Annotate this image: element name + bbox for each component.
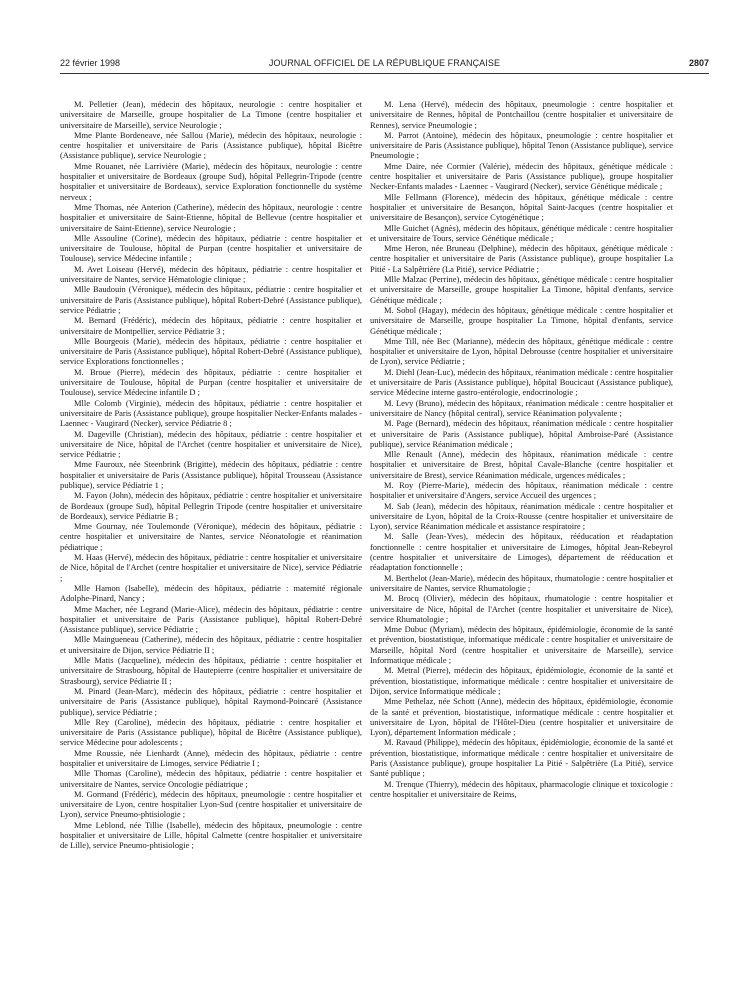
publication-date: 22 février 1998 — [60, 58, 121, 68]
appointment-entry: M. Trenque (Thierry), médecin des hôpitaux, pharmacologie clinique et toxicologie : centre hospitalier et universitaire de Reims, — [370, 778, 673, 799]
appointment-entry: M. Pelletier (Jean), médecin des hôpitaux, neurologie : centre hospitalier et universitaire de Marseille, groupe hospitalier de La Timone (centre hospitalier et universitaire de Marseille), service Neurologie ; — [60, 99, 362, 130]
appointment-entry: Mlle Guichet (Agnès), médecin des hôpitaux, génétique médicale : centre hospitalier et universitaire de Tours, service Génétique médicale ; — [370, 222, 673, 243]
appointment-entry: Mme Gournay, née Toulemonde (Véronique), médecin des hôpitaux, pédiatrie : centre hospitalier et universitaire de Nantes, service Néonatologie et réanimation pédiatrique ; — [60, 521, 362, 552]
appointment-entry: M. Salle (Jean-Yves), médecin des hôpitaux, rééducation et réadaptation fonctionnelle : centre hospitalier et universitaire de Limoges, hôpital Jean-Rebeyrol (centre hospitalier et universitaire de Limoges), département de rééducation et réadaptation fonctionnelle ; — [370, 531, 673, 573]
appointment-entry: Mlle Bourgeois (Marie), médecin des hôpitaux, pédiatrie : centre hospitalier et universitaire de Paris (Assistance publique), hôpital Robert-Debré (Assistance publique), service Explorations fonctionnelles ; — [60, 335, 362, 367]
appointment-entry: Mme Dubuc (Myriam), médecin des hôpitaux, épidémiologie, économie de la santé et prévention, biostatistique, informatique médicale : centre hospitalier et universitaire de Marseille, hôpital Nord (centre hospitalier et universitaire de Marseille), service Informatique médicale ; — [370, 624, 673, 666]
appointment-entry: Mlle Maingueneau (Catherine), médecin des hôpitaux, pédiatrie : centre hospitalier et universitaire de Dijon, service Pédiatrie II ; — [60, 634, 362, 655]
appointment-entry: Mlle Matis (Jacqueline), médecin des hôpitaux, pédiatrie : centre hospitalier et universitaire de Strasbourg, hôpital de Hautepierre (centre hospitalier et universitaire de Strasbourg), service Pédiatrie II ; — [60, 655, 362, 686]
appointment-entry: M. Metral (Pierre), médecin des hôpitaux, épidémiologie, économie de la santé et prévention, biostatistique, informatique médicale : centre hospitalier et universitaire de Dijon, service Informatique médicale ; — [370, 665, 673, 696]
appointment-entry: Mlle Colomb (Virginie), médecin des hôpitaux, pédiatrie : centre hospitalier et universitaire de Paris (Assistance publique), groupe hospitalier Necker-Enfants malades - Laennec - Vaugirard (Necker), service Pédiatrie 8 ; — [60, 397, 362, 429]
appointment-entry: Mlle Hamon (Isabelle), médecin des hôpitaux, pédiatrie : maternité régionale Adolphe-Pinard, Nancy ; — [60, 582, 362, 604]
appointment-entry: M. Levy (Bruno), médecin des hôpitaux, réanimation médicale : centre hospitalier et universitaire de Nancy (hôpital central), service Réanimation polyvalente ; — [370, 397, 673, 418]
appointment-entry: Mme Daire, née Cormier (Valérie), médecin des hôpitaux, génétique médicale : centre hospitalier et universitaire de Paris (Assistance publique), groupe hospitalier Necker-Enfants malades - Laennec - Vaugirard (Necker), service Génétique médicale ; — [370, 160, 673, 192]
appointment-entry: M. Diehl (Jean-Luc), médecin des hôpitaux, réanimation médicale : centre hospitalier et universitaire de Paris (Assistance publique), hôpital Boucicaut (Assistance publique), service Médecine interne gastro-entérologie, endocrinologie ; — [370, 366, 673, 398]
right-column — [370, 99, 673, 799]
page-number: 2807 — [688, 58, 709, 68]
appointment-entry: M. Dageville (Christian), médecin des hôpitaux, pédiatrie : centre hospitalier et universitaire de Nice, hôpital de l'Archet (centre hospitalier et universitaire de Nice), service Pédiatrie ; — [60, 428, 362, 460]
header-rule — [60, 73, 709, 74]
appointment-entry: M. Pinard (Jean-Marc), médecin des hôpitaux, pédiatrie : centre hospitalier et universitaire de Paris (Assistance publique), hôpital Raymond-Poincaré (Assistance publique), service Pédiatrie ; — [60, 685, 362, 717]
appointment-entry: Mlle Baudouin (Véronique), médecin des hôpitaux, pédiatrie : centre hospitalier et universitaire de Paris (Assistance publique), hôpital Robert-Debré (Assistance publique), service Pédiatrie ; — [60, 284, 362, 315]
appointment-entry: Mlle Fellmann (Florence), médecin des hôpitaux, génétique médicale : centre hospitalier et universitaire de Besançon, hôpital Saint-Jacques (centre hospitalier et universitaire de Besançon), service Cytogénétique ; — [370, 191, 673, 223]
appointment-entry: Mlle Malzac (Perrine), médecin des hôpitaux, génétique médicale : centre hospitalier et universitaire de Marseille, groupe hospitalier La Timone, hôpital d'enfants, service Génétique médicale ; — [370, 274, 673, 305]
appointment-entry: Mme Macher, née Legrand (Marie-Alice), médecin des hôpitaux, pédiatrie : centre hospitalier et universitaire de Paris (Assistance publique), hôpital Robert-Debré (Assistance publique), service Pédiatrie ; — [60, 603, 362, 635]
appointment-entry: Mme Leblond, née Tillie (Isabelle), médecin des hôpitaux, pneumologie : centre hospitalier et universitaire de Lille, hôpital Calmette (centre hospitalier et universitaire de Lille), service Pneumo-phtisiologie ; — [60, 819, 362, 851]
appointment-entry: M. Gormand (Frédéric), médecin des hôpitaux, pneumologie : centre hospitalier et universitaire de Lyon, centre hospitalier Lyon-Sud (centre hospitalier et universitaire de Lyon), service Pneumo-phtisiologie ; — [60, 788, 362, 820]
appointment-entry: M. Ravaud (Philippe), médecin des hôpitaux, épidémiologie, économie de la santé et prévention, biostatistique, informatique médicale : centre hospitalier et universitaire de Paris (Assistance publique), groupe hospitalier La Pitié - Salpêtrière (La Pitié), service Santé publique ; — [370, 737, 673, 779]
appointment-entry: Mme Thomas, née Anterion (Catherine), médecin des hôpitaux, neurologie : centre hospitalier et universitaire de Saint-Etienne, hôpital de Bellevue (centre hospitalier et universitaire de Saint-Etienne), service Neurologie ; — [60, 201, 362, 233]
appointment-entry: M. Parrot (Antoine), médecin des hôpitaux, pneumologie : centre hospitalier et universitaire de Paris (Assistance publique), hôpital Tenon (Assistance publique), service Pneumologie ; — [370, 129, 673, 161]
appointment-entry: Mlle Thomas (Caroline), médecin des hôpitaux, pédiatrie : centre hospitalier et universitaire de Nantes, service Oncologie pédiatrique ; — [60, 768, 362, 789]
journal-title: JOURNAL OFFICIEL DE LA RÉPUBLIQUE FRANÇAISE — [268, 58, 501, 68]
appointment-entry: Mlle Assouline (Corine), médecin des hôpitaux, pédiatrie : centre hospitalier et universitaire de Toulouse, hôpital de Purpan (centre hospitalier et universitaire de Toulouse), service Médecine infantile ; — [60, 232, 362, 264]
appointment-entry: M. Avet Loiseau (Hervé), médecin des hôpitaux, pédiatrie : centre hospitalier et universitaire de Nantes, service Hématologie clinique ; — [60, 263, 362, 285]
appointment-entry: M. Fayon (John), médecin des hôpitaux, pédiatrie : centre hospitalier et universitaire de Bordeaux (groupe Sud), hôpital Pellegrin Tripode (centre hospitalier et universitaire de Bordeaux), service Pédiatrie B ; — [60, 490, 362, 521]
appointment-entry: M. Haas (Hervé), médecin des hôpitaux, pédiatrie : centre hospitalier et universitaire de Nice, hôpital de l'Archet (centre hospitalier et universitaire de Nice), service Pédiatrie ; — [60, 552, 362, 583]
appointment-entry: M. Brocq (Olivier), médecin des hôpitaux, rhumatologie : centre hospitalier et universitaire de Nice, hôpital de l'Archet (centre hospitalier et universitaire de Nice), service Rhumatologie ; — [370, 593, 673, 624]
appointment-entry: M. Berthelot (Jean-Marie), médecin des hôpitaux, rhumatologie : centre hospitalier et universitaire de Nantes, service Rhumatologie ; — [370, 572, 673, 593]
appointment-entry: Mme Pethelaz, née Schott (Anne), médecin des hôpitaux, épidémiologie, économie de la santé et prévention, biostatistique, informatique médicale : centre hospitalier et universitaire de Lyon, hôpital de l'Hôtel-Dieu (centre hospitalier et universitaire de Lyon), département Information médicale ; — [370, 696, 673, 738]
appointment-entry: Mlle Rey (Caroline), médecin des hôpitaux, pédiatrie : centre hospitalier et universitaire de Paris (Assistance publique), hôpital de Bicêtre (Assistance publique), service Médecine pour adolescents ; — [60, 716, 362, 748]
appointment-entry: M. Page (Bernard), médecin des hôpitaux, réanimation médicale : centre hospitalier et universitaire de Paris (Assistance publique), hôpital Ambroise-Paré (Assistance publique), service Réanimation médicale ; — [370, 418, 673, 449]
appointment-entry: Mme Till, née Bec (Marianne), médecin des hôpitaux, génétique médicale : centre hospitalier et universitaire de Lyon, hôpital Debrousse (centre hospitalier et universitaire de Lyon), service Pédiatrie ; — [370, 335, 673, 367]
page-header — [60, 58, 709, 72]
appointment-entry: Mme Rouanet, née Larrivière (Marie), médecin des hôpitaux, neurologie : centre hospitalier et universitaire de Bordeaux (groupe Sud), hôpital Pellegrin-Tripode (centre hospitalier et universitaire de Bordeaux), service Exploration fonctionnelle du système nerveux ; — [60, 160, 362, 202]
left-column — [60, 99, 362, 851]
appointment-entry: M. Sobol (Hagay), médecin des hôpitaux, génétique médicale : centre hospitalier et universitaire de Marseille, groupe hospitalier La Timone, hôpital d'enfants, service Génétique médicale ; — [370, 304, 673, 336]
appointment-entry: Mme Fauroux, née Steenbrink (Brigitte), médecin des hôpitaux, pédiatrie : centre hospitalier et universitaire de Paris (Assistance publique), hôpital Trousseau (Assistance publique), service Pédiatrie 1 ; — [60, 459, 362, 490]
appointment-entry: M. Roy (Pierre-Marie), médecin des hôpitaux, réanimation médicale : centre hospitalier et universitaire d'Angers, service Accueil des urgences ; — [370, 479, 673, 501]
appointment-entry: Mme Roussie, née Lienhardt (Anne), médecin des hôpitaux, pédiatrie : centre hospitalier et universitaire de Limoges, service Pédiatrie I ; — [60, 747, 362, 768]
appointment-entry: M. Bernard (Frédéric), médecin des hôpitaux, pédiatrie : centre hospitalier et universitaire de Montpellier, service Pédiatrie 3 ; — [60, 315, 362, 336]
appointment-entry: Mme Heron, née Bruneau (Delphine), médecin des hôpitaux, génétique médicale : centre hospitalier et universitaire de Paris (Assistance publique), groupe hospitalier La Pitié - La Salpêtrière (La Pitié), service Pédiatrie ; — [370, 243, 673, 274]
appointment-entry: Mme Plante Bordeneave, née Sallou (Marie), médecin des hôpitaux, neurologie : centre hospitalier et universitaire de Paris (Assistance publique), hôpital Bicêtre (Assistance publique), service Neurologie ; — [60, 129, 362, 161]
appointment-entry: Mlle Renault (Anne), médecin des hôpitaux, réanimation médicale : centre hospitalier et universitaire de Brest, hôpital Cavale-Blanche (centre hospitalier et universitaire de Brest), service Réanimation médicale, urgences médicales ; — [370, 449, 673, 480]
appointment-entry: M. Lena (Hervé), médecin des hôpitaux, pneumologie : centre hospitalier et universitaire de Rennes, hôpital de Pontchaillou (centre hospitalier et universitaire de Rennes), service Pneumologie ; — [370, 99, 673, 130]
appointment-entry: M. Sab (Jean), médecin des hôpitaux, réanimation médicale : centre hospitalier et universitaire de Lyon, hôpital de la Croix-Rousse (centre hospitalier et universitaire de Lyon), service Réanimation médicale et assistance respiratoire ; — [370, 500, 673, 532]
appointment-entry: M. Broue (Pierre), médecin des hôpitaux, pédiatrie : centre hospitalier et universitaire de Toulouse, hôpital de Purpan (centre hospitalier et universitaire de Toulouse), service Médecine infantile D ; — [60, 366, 362, 398]
